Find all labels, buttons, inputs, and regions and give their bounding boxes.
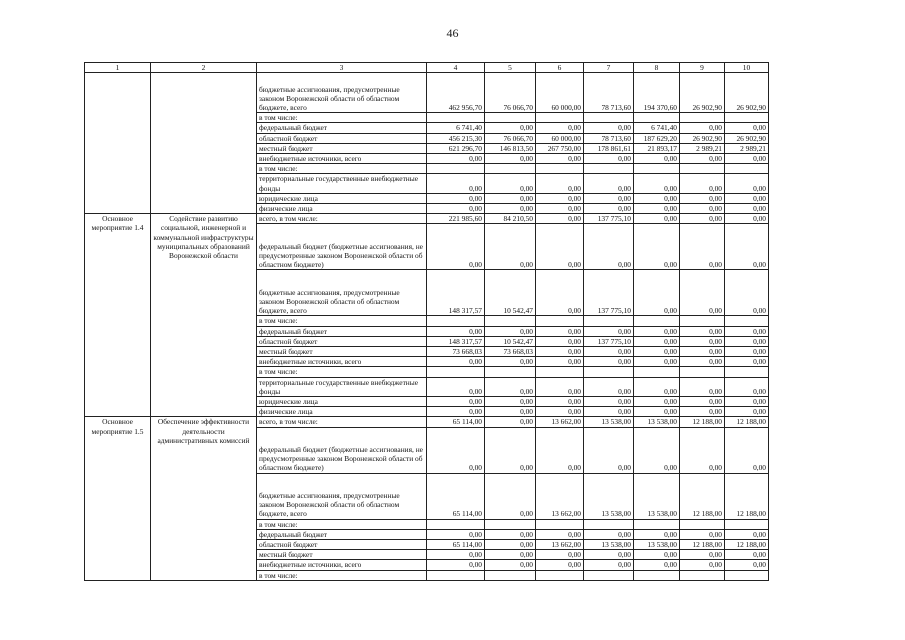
value-cell <box>427 519 485 529</box>
value-cell: 0,00 <box>584 224 634 270</box>
value-cell: 73 668,03 <box>485 347 536 357</box>
value-cell <box>584 570 634 580</box>
value-cell: 0,00 <box>634 529 680 539</box>
value-cell: 0,00 <box>680 224 725 270</box>
value-cell: 0,00 <box>725 204 769 214</box>
row-label: бюджетные ассигнования, предусмотренные законом Воронежской области об областном бюджете, всего <box>257 473 427 519</box>
value-cell: 12 188,00 <box>725 540 769 550</box>
value-cell: 0,00 <box>680 550 725 560</box>
value-cell: 267 750,00 <box>536 143 584 153</box>
value-cell: 0,00 <box>485 427 536 473</box>
value-cell <box>536 519 584 529</box>
value-cell: 2 989,21 <box>680 143 725 153</box>
value-cell: 13 538,00 <box>584 417 634 427</box>
value-cell: 0,00 <box>725 550 769 560</box>
value-cell <box>680 316 725 326</box>
value-cell: 0,00 <box>725 193 769 203</box>
value-cell: 0,00 <box>680 193 725 203</box>
value-cell: 0,00 <box>680 529 725 539</box>
activity-name-cell: Содействие развитию социальной, инженерной и коммунальной инфраструктуры муниципальных образований Воронежской области <box>151 214 257 417</box>
row-label: внебюджетные источники, всего <box>257 357 427 367</box>
value-cell: 0,00 <box>584 123 634 133</box>
value-cell: 0,00 <box>725 407 769 417</box>
value-cell: 0,00 <box>427 397 485 407</box>
value-cell <box>680 113 725 123</box>
value-cell: 0,00 <box>584 174 634 193</box>
header-row <box>85 63 769 73</box>
activity-code-cell <box>85 73 151 214</box>
value-cell: 0,00 <box>536 407 584 417</box>
value-cell <box>725 367 769 377</box>
value-cell <box>485 367 536 377</box>
value-cell: 0,00 <box>536 427 584 473</box>
row-label: бюджетные ассигнования, предусмотренные законом Воронежской области об областном бюджете, всего <box>257 73 427 113</box>
row-label: областной бюджет <box>257 133 427 143</box>
value-cell: 0,00 <box>680 357 725 367</box>
value-cell <box>634 113 680 123</box>
value-cell: 137 775,10 <box>584 336 634 346</box>
table-row <box>85 417 769 427</box>
row-label: территориальные государственные внебюджетные фонды <box>257 174 427 193</box>
value-cell: 13 538,00 <box>584 473 634 519</box>
value-cell: 0,00 <box>427 326 485 336</box>
value-cell <box>536 367 584 377</box>
value-cell <box>427 164 485 174</box>
row-label: в том числе: <box>257 316 427 326</box>
value-cell: 0,00 <box>427 560 485 570</box>
value-cell: 0,00 <box>680 336 725 346</box>
value-cell: 0,00 <box>485 326 536 336</box>
row-label: территориальные государственные внебюджетные фонды <box>257 377 427 396</box>
value-cell: 0,00 <box>584 347 634 357</box>
value-cell: 0,00 <box>536 224 584 270</box>
value-cell: 0,00 <box>680 154 725 164</box>
value-cell <box>584 367 634 377</box>
value-cell <box>725 519 769 529</box>
value-cell <box>536 164 584 174</box>
value-cell: 0,00 <box>536 204 584 214</box>
value-cell: 0,00 <box>725 397 769 407</box>
value-cell: 0,00 <box>427 407 485 417</box>
value-cell: 0,00 <box>536 347 584 357</box>
value-cell: 0,00 <box>634 347 680 357</box>
value-cell: 12 188,00 <box>680 417 725 427</box>
value-cell: 13 538,00 <box>634 417 680 427</box>
value-cell <box>427 316 485 326</box>
row-label: федеральный бюджет (бюджетные ассигнования, не предусмотренные законом Воронежской области об областном бюджете) <box>257 427 427 473</box>
value-cell: 0,00 <box>427 204 485 214</box>
value-cell: 0,00 <box>634 427 680 473</box>
value-cell <box>427 113 485 123</box>
value-cell <box>680 164 725 174</box>
value-cell: 0,00 <box>725 560 769 570</box>
budget-table <box>84 62 769 581</box>
value-cell <box>634 164 680 174</box>
value-cell: 0,00 <box>584 193 634 203</box>
row-label: в том числе: <box>257 164 427 174</box>
value-cell: 0,00 <box>485 357 536 367</box>
value-cell: 0,00 <box>485 174 536 193</box>
value-cell: 0,00 <box>584 326 634 336</box>
value-cell: 0,00 <box>634 407 680 417</box>
row-label: всего, в том числе: <box>257 214 427 224</box>
row-label: областной бюджет <box>257 336 427 346</box>
value-cell: 0,00 <box>485 417 536 427</box>
row-label: федеральный бюджет <box>257 529 427 539</box>
value-cell: 0,00 <box>725 214 769 224</box>
value-cell <box>634 367 680 377</box>
value-cell: 621 296,70 <box>427 143 485 153</box>
value-cell: 0,00 <box>427 224 485 270</box>
value-cell: 0,00 <box>634 357 680 367</box>
value-cell: 0,00 <box>584 377 634 396</box>
value-cell <box>725 113 769 123</box>
value-cell: 0,00 <box>584 397 634 407</box>
table-row <box>85 73 769 113</box>
header-cell: 3 <box>257 63 427 73</box>
value-cell: 0,00 <box>725 270 769 316</box>
value-cell <box>584 519 634 529</box>
activity-name-cell <box>151 73 257 214</box>
value-cell: 148 317,57 <box>427 336 485 346</box>
value-cell: 0,00 <box>485 193 536 203</box>
value-cell: 0,00 <box>536 174 584 193</box>
value-cell: 2 989,21 <box>725 143 769 153</box>
value-cell <box>680 570 725 580</box>
value-cell: 0,00 <box>634 154 680 164</box>
value-cell: 0,00 <box>725 529 769 539</box>
value-cell <box>725 316 769 326</box>
row-label: внебюджетные источники, всего <box>257 560 427 570</box>
value-cell: 76 066,70 <box>485 73 536 113</box>
value-cell: 0,00 <box>485 123 536 133</box>
value-cell: 12 188,00 <box>680 473 725 519</box>
value-cell: 0,00 <box>536 550 584 560</box>
header-cell: 7 <box>584 63 634 73</box>
row-label: федеральный бюджет <box>257 326 427 336</box>
value-cell: 26 902,90 <box>680 133 725 143</box>
value-cell: 0,00 <box>427 550 485 560</box>
header-cell: 1 <box>85 63 151 73</box>
value-cell: 0,00 <box>584 204 634 214</box>
activity-code-cell: Основное мероприятие 1.5 <box>85 417 151 580</box>
page-number: 46 <box>446 26 459 40</box>
value-cell <box>427 367 485 377</box>
value-cell <box>584 113 634 123</box>
value-cell <box>485 113 536 123</box>
value-cell: 0,00 <box>485 540 536 550</box>
value-cell: 6 741,40 <box>427 123 485 133</box>
value-cell <box>485 164 536 174</box>
value-cell: 0,00 <box>485 529 536 539</box>
row-label: в том числе: <box>257 113 427 123</box>
table-row <box>85 214 769 224</box>
value-cell <box>427 570 485 580</box>
value-cell: 187 629,20 <box>634 133 680 143</box>
value-cell: 0,00 <box>485 154 536 164</box>
value-cell: 0,00 <box>584 427 634 473</box>
row-label: местный бюджет <box>257 347 427 357</box>
value-cell <box>680 519 725 529</box>
value-cell: 194 370,60 <box>634 73 680 113</box>
value-cell: 0,00 <box>680 123 725 133</box>
value-cell: 137 775,10 <box>584 214 634 224</box>
row-label: местный бюджет <box>257 143 427 153</box>
value-cell: 0,00 <box>725 347 769 357</box>
value-cell: 0,00 <box>725 174 769 193</box>
value-cell: 0,00 <box>536 123 584 133</box>
header-cell: 2 <box>151 63 257 73</box>
value-cell: 146 813,50 <box>485 143 536 153</box>
row-label: всего, в том числе: <box>257 417 427 427</box>
row-label: физические лица <box>257 204 427 214</box>
value-cell: 12 188,00 <box>725 473 769 519</box>
value-cell: 60 000,00 <box>536 133 584 143</box>
value-cell: 0,00 <box>536 336 584 346</box>
value-cell: 0,00 <box>680 174 725 193</box>
value-cell: 0,00 <box>634 560 680 570</box>
value-cell: 60 000,00 <box>536 73 584 113</box>
value-cell: 0,00 <box>485 377 536 396</box>
value-cell: 0,00 <box>680 270 725 316</box>
value-cell: 0,00 <box>634 193 680 203</box>
header-cell: 4 <box>427 63 485 73</box>
value-cell: 0,00 <box>584 407 634 417</box>
value-cell: 0,00 <box>634 204 680 214</box>
value-cell <box>584 316 634 326</box>
value-cell: 0,00 <box>485 204 536 214</box>
value-cell: 0,00 <box>634 270 680 316</box>
header-cell: 8 <box>634 63 680 73</box>
value-cell: 0,00 <box>536 214 584 224</box>
value-cell: 0,00 <box>725 357 769 367</box>
value-cell <box>634 519 680 529</box>
row-label: в том числе: <box>257 570 427 580</box>
value-cell: 0,00 <box>634 326 680 336</box>
value-cell: 65 114,00 <box>427 540 485 550</box>
value-cell: 0,00 <box>584 560 634 570</box>
value-cell: 137 775,10 <box>584 270 634 316</box>
value-cell: 26 902,90 <box>725 133 769 143</box>
value-cell: 0,00 <box>725 224 769 270</box>
value-cell: 10 542,47 <box>485 336 536 346</box>
header-cell: 9 <box>680 63 725 73</box>
value-cell <box>680 367 725 377</box>
row-label: федеральный бюджет (бюджетные ассигнования, не предусмотренные законом Воронежской области об областном бюджете) <box>257 224 427 270</box>
value-cell: 0,00 <box>485 560 536 570</box>
value-cell: 10 542,47 <box>485 270 536 316</box>
value-cell: 13 538,00 <box>634 540 680 550</box>
value-cell: 13 662,00 <box>536 540 584 550</box>
header-cell: 10 <box>725 63 769 73</box>
value-cell <box>485 570 536 580</box>
value-cell: 0,00 <box>536 193 584 203</box>
value-cell: 0,00 <box>680 347 725 357</box>
value-cell: 84 210,50 <box>485 214 536 224</box>
value-cell <box>536 316 584 326</box>
value-cell: 0,00 <box>584 529 634 539</box>
row-label: бюджетные ассигнования, предусмотренные законом Воронежской области об областном бюджете, всего <box>257 270 427 316</box>
value-cell <box>536 113 584 123</box>
value-cell: 0,00 <box>634 397 680 407</box>
value-cell <box>485 316 536 326</box>
value-cell: 0,00 <box>725 154 769 164</box>
header-cell: 6 <box>536 63 584 73</box>
value-cell: 0,00 <box>485 407 536 417</box>
value-cell: 0,00 <box>680 204 725 214</box>
value-cell: 13 538,00 <box>634 473 680 519</box>
value-cell: 0,00 <box>725 326 769 336</box>
value-cell: 0,00 <box>634 550 680 560</box>
row-label: юридические лица <box>257 397 427 407</box>
value-cell: 65 114,00 <box>427 417 485 427</box>
value-cell: 0,00 <box>634 377 680 396</box>
activity-code-cell: Основное мероприятие 1.4 <box>85 214 151 417</box>
value-cell: 0,00 <box>680 427 725 473</box>
value-cell: 0,00 <box>725 123 769 133</box>
value-cell: 0,00 <box>485 473 536 519</box>
value-cell: 178 861,61 <box>584 143 634 153</box>
value-cell <box>634 316 680 326</box>
activity-name-cell: Обеспечение эффективности деятельности административных комиссий <box>151 417 257 580</box>
value-cell: 0,00 <box>680 560 725 570</box>
value-cell <box>536 570 584 580</box>
value-cell: 0,00 <box>536 377 584 396</box>
value-cell: 0,00 <box>634 224 680 270</box>
value-cell: 0,00 <box>680 377 725 396</box>
value-cell: 0,00 <box>536 357 584 367</box>
value-cell: 0,00 <box>536 270 584 316</box>
value-cell: 73 668,03 <box>427 347 485 357</box>
value-cell: 0,00 <box>680 407 725 417</box>
value-cell: 221 985,60 <box>427 214 485 224</box>
value-cell: 456 215,30 <box>427 133 485 143</box>
value-cell: 0,00 <box>536 397 584 407</box>
value-cell: 0,00 <box>725 377 769 396</box>
value-cell: 0,00 <box>427 357 485 367</box>
row-label: федеральный бюджет <box>257 123 427 133</box>
row-label: физические лица <box>257 407 427 417</box>
value-cell: 0,00 <box>680 326 725 336</box>
value-cell: 26 902,90 <box>680 73 725 113</box>
value-cell: 6 741,40 <box>634 123 680 133</box>
value-cell: 462 956,70 <box>427 73 485 113</box>
value-cell: 78 713,60 <box>584 133 634 143</box>
value-cell: 0,00 <box>427 154 485 164</box>
value-cell: 13 662,00 <box>536 473 584 519</box>
value-cell: 0,00 <box>634 174 680 193</box>
value-cell: 0,00 <box>485 397 536 407</box>
value-cell: 0,00 <box>536 326 584 336</box>
row-label: юридические лица <box>257 193 427 203</box>
value-cell: 0,00 <box>634 214 680 224</box>
value-cell: 26 902,90 <box>725 73 769 113</box>
value-cell: 0,00 <box>536 529 584 539</box>
value-cell: 0,00 <box>485 224 536 270</box>
value-cell: 0,00 <box>536 560 584 570</box>
value-cell <box>485 519 536 529</box>
value-cell: 0,00 <box>680 214 725 224</box>
value-cell: 12 188,00 <box>680 540 725 550</box>
header-cell: 5 <box>485 63 536 73</box>
value-cell: 0,00 <box>680 397 725 407</box>
value-cell <box>725 164 769 174</box>
value-cell <box>725 570 769 580</box>
row-label: в том числе: <box>257 367 427 377</box>
row-label: местный бюджет <box>257 550 427 560</box>
value-cell: 13 538,00 <box>584 540 634 550</box>
value-cell: 0,00 <box>427 427 485 473</box>
value-cell: 13 662,00 <box>536 417 584 427</box>
value-cell <box>584 164 634 174</box>
value-cell: 0,00 <box>427 529 485 539</box>
value-cell: 0,00 <box>427 377 485 396</box>
value-cell: 0,00 <box>536 154 584 164</box>
value-cell: 0,00 <box>584 550 634 560</box>
value-cell: 0,00 <box>584 357 634 367</box>
value-cell: 0,00 <box>634 336 680 346</box>
value-cell: 21 893,17 <box>634 143 680 153</box>
value-cell: 78 713,60 <box>584 73 634 113</box>
value-cell: 0,00 <box>485 550 536 560</box>
row-label: внебюджетные источники, всего <box>257 154 427 164</box>
value-cell: 0,00 <box>584 154 634 164</box>
row-label: в том числе: <box>257 519 427 529</box>
value-cell: 76 066,70 <box>485 133 536 143</box>
value-cell: 0,00 <box>725 336 769 346</box>
value-cell: 0,00 <box>427 193 485 203</box>
value-cell: 0,00 <box>725 427 769 473</box>
value-cell: 12 188,00 <box>725 417 769 427</box>
value-cell: 0,00 <box>427 174 485 193</box>
value-cell: 65 114,00 <box>427 473 485 519</box>
value-cell: 148 317,57 <box>427 270 485 316</box>
row-label: областной бюджет <box>257 540 427 550</box>
value-cell <box>634 570 680 580</box>
